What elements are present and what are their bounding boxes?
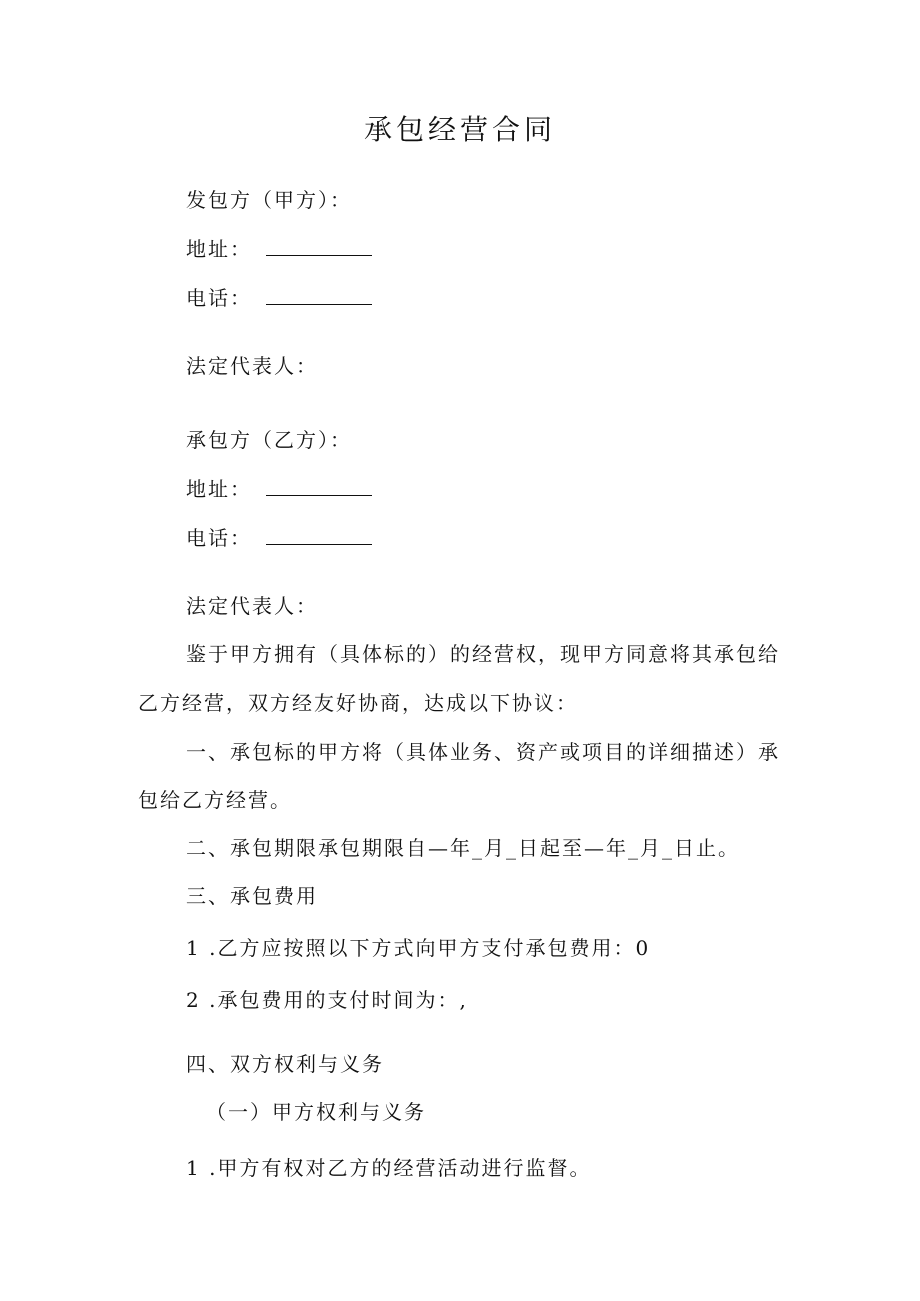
clause-2: 二、承包期限承包期限自—年_月_日起至—年_月_日止。: [186, 836, 740, 860]
party-b-address-blank: [266, 477, 372, 496]
party-a-phone-blank: [266, 286, 372, 305]
party-b-phone-label: 电话：: [186, 526, 252, 550]
document-title: 承包经营合同: [363, 113, 556, 146]
clause-3-item-1: 1 .乙方应按照以下方式向甲方支付承包费用：0: [186, 936, 651, 960]
party-b-address-label: 地址：: [186, 477, 252, 501]
preamble-line-1: 鉴于甲方拥有（具体标的）的经营权，现甲方同意将其承包给: [186, 642, 780, 666]
party-a-address: [186, 235, 372, 263]
party-b-rep: 法定代表人：: [186, 594, 318, 618]
party-b-phone: [186, 524, 372, 552]
party-a-address-label: 地址：: [186, 237, 252, 261]
clause-1-line-1: 一、承包标的甲方将（具体业务、资产或项目的详细描述）承: [186, 740, 780, 764]
preamble-line-2: 乙方经营，双方经友好协商，达成以下协议：: [138, 691, 578, 715]
party-b-heading: 承包方（乙方）：: [186, 428, 352, 452]
party-a-rep: 法定代表人：: [186, 354, 318, 378]
party-a-heading: 发包方（甲方）：: [186, 188, 352, 212]
clause-4-sub-1: （一）甲方权利与义务: [206, 1100, 426, 1124]
clause-4-heading: 四、双方权利与义务: [186, 1052, 384, 1076]
party-b-phone-blank: [266, 526, 372, 545]
party-a-address-blank: [266, 237, 372, 256]
party-b-address: [186, 475, 372, 503]
clause-1-line-2: 包给乙方经营。: [138, 788, 292, 812]
party-a-phone-label: 电话：: [186, 286, 252, 310]
clause-3-heading: 三、承包费用: [186, 884, 318, 908]
party-a-phone: [186, 284, 372, 312]
clause-4-item-1: 1 .甲方有权对乙方的经营活动进行监督。: [186, 1156, 592, 1180]
clause-3-item-2: 2 .承包费用的支付时间为：,: [186, 988, 468, 1012]
